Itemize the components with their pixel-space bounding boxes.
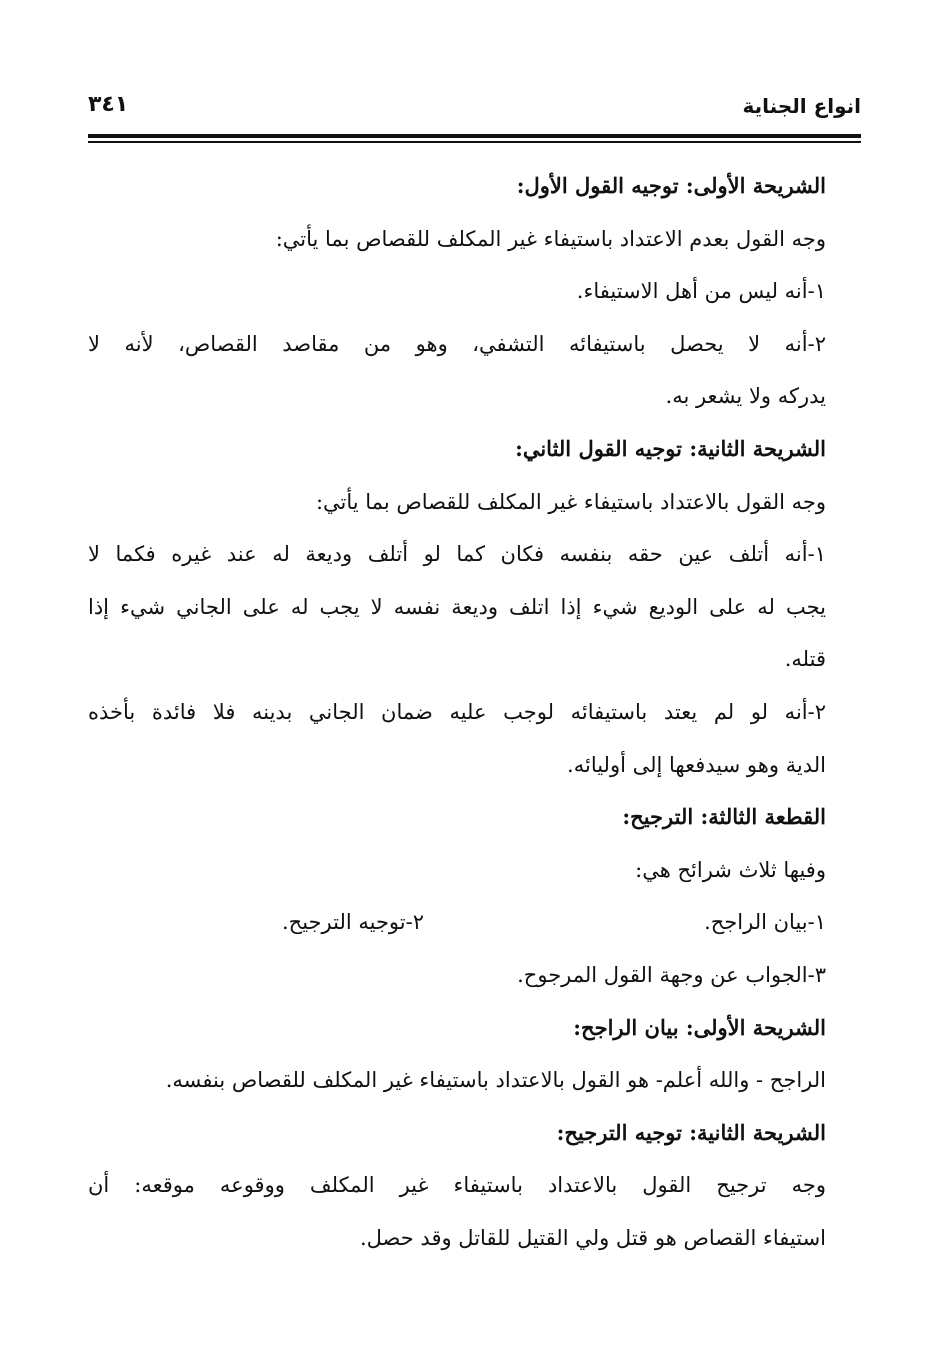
section-heading: الشريحة الثانية: توجيه الترجيح:: [556, 1119, 826, 1145]
running-title: انواع الجناية: [742, 94, 861, 118]
text-line: ٣-الجواب عن وجهة القول المرجوح.: [517, 963, 826, 987]
text-line: قتله.: [784, 647, 826, 672]
text-line: ١-بيان الراجح.: [704, 910, 826, 935]
page-number: ٣٤١: [88, 92, 129, 117]
text-line: استيفاء القصاص هو قتل ولي القتيل للقاتل وقد حصل.: [359, 1226, 826, 1250]
text-line: يدركه ولا يشعر به.: [665, 384, 826, 409]
text-line: يجب له على الوديع شيء إذا اتلف وديعة نفسه لا يجب له على الجاني شيء إذا: [88, 594, 826, 619]
text-line-second-column: ٢-توجيه الترجيح.: [281, 910, 424, 935]
section-heading: الشريحة الثانية: توجيه القول الثاني:: [515, 436, 826, 461]
text-line: الدية وهو سيدفعها إلى أوليائه.: [567, 752, 826, 777]
text-line: الراجح - والله أعلم- هو القول بالاعتداد باستيفاء غير المكلف للقصاص بنفسه.: [165, 1068, 826, 1093]
text-line: وجه القول بعدم الاعتداد باستيفاء غير المكلف للقصاص بما يأتي:: [275, 226, 826, 251]
text-line: ٢-أنه لا يحصل باستيفائه التشفي، وهو من مقاصد القصاص، لأنه لا: [88, 331, 826, 356]
text-line: ١-أنه أتلف عين حقه بنفسه فكان كما لو أتلف وديعة له عند غيره فكما لا: [88, 542, 826, 567]
section-heading: القطعة الثالثة: الترجيح:: [622, 804, 826, 830]
section-heading: الشريحة الأولى: بيان الراجح:: [573, 1014, 826, 1040]
header-rule-thin: [88, 141, 861, 143]
text-line: وجه القول بالاعتداد باستيفاء غير المكلف للقصاص بما يأتي:: [315, 489, 826, 514]
text-line: ٢-أنه لو لم يعتد باستيفائه لوجب عليه ضمان الجاني بدينه فلا فائدة بأخذه: [88, 700, 826, 724]
text-line: ١-أنه ليس من أهل الاستيفاء.: [576, 279, 826, 304]
page-header: [88, 88, 861, 128]
section-heading: الشريحة الأولى: توجيه القول الأول:: [516, 173, 826, 198]
text-line: وفيها ثلاث شرائح هي:: [635, 857, 826, 882]
text-line: وجه ترجيح القول بالاعتداد باستيفاء غير المكلف ووقوعه موقعه: أن: [88, 1173, 826, 1198]
header-rule-thick: [88, 134, 861, 138]
